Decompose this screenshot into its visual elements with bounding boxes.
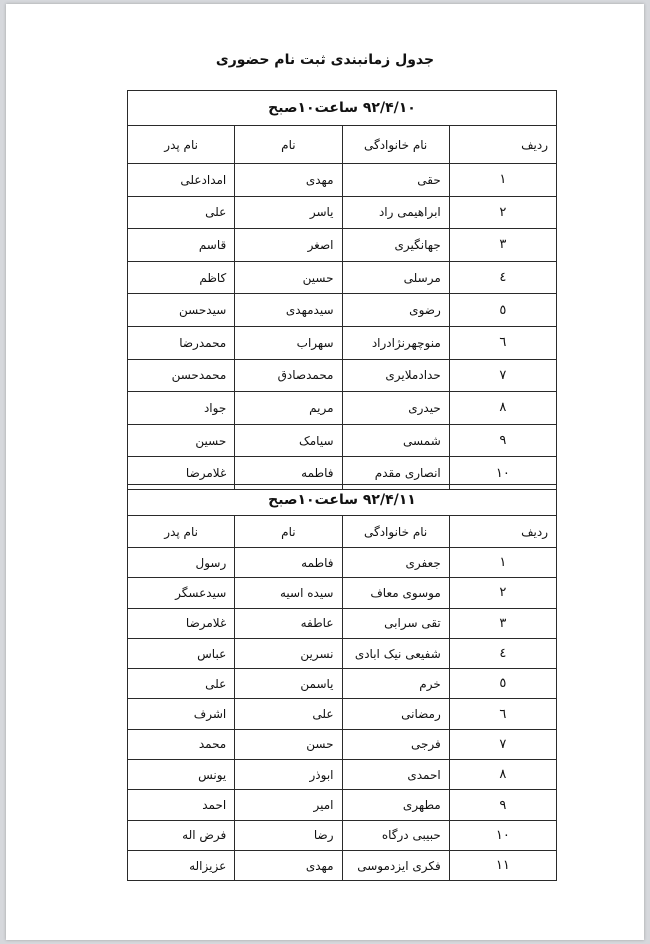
column-header-father: نام پدر: [128, 126, 235, 164]
cell-family-name: تقی سرابی: [342, 608, 449, 638]
cell-first-name: یاسمن: [235, 669, 342, 699]
table-row: [128, 261, 557, 294]
cell-index: ٤: [449, 261, 556, 294]
cell-family-name: شمسی: [342, 424, 449, 457]
cell-family-name: حقی: [342, 164, 449, 197]
cell-father-name: کاظم: [128, 261, 235, 294]
cell-family-name: حدادملایری: [342, 359, 449, 392]
cell-father-name: محمدرضا: [128, 326, 235, 359]
cell-index: ۷: [449, 729, 556, 759]
cell-father-name: علی: [128, 196, 235, 229]
cell-first-name: مهدی: [235, 850, 342, 880]
cell-first-name: رضا: [235, 820, 342, 850]
table-row: [128, 392, 557, 425]
cell-first-name: امیر: [235, 790, 342, 820]
table-row: [128, 638, 557, 668]
cell-index: ٦: [449, 699, 556, 729]
cell-index: ۳: [449, 229, 556, 262]
schedule-table-session-2: [127, 484, 557, 881]
cell-first-name: نسرین: [235, 638, 342, 668]
cell-family-name: فکری ایزدموسی: [342, 850, 449, 880]
cell-father-name: غلامرضا: [128, 608, 235, 638]
cell-father-name: فرض اله: [128, 820, 235, 850]
cell-family-name: خرم: [342, 669, 449, 699]
cell-index: ۹: [449, 790, 556, 820]
cell-family-name: ابراهیمی راد: [342, 196, 449, 229]
cell-family-name: رمضانی: [342, 699, 449, 729]
cell-father-name: غلامرضا: [128, 457, 235, 490]
cell-family-name: جعفری: [342, 548, 449, 578]
cell-father-name: عزیزاله: [128, 850, 235, 880]
cell-first-name: مریم: [235, 392, 342, 425]
table-row: [128, 424, 557, 457]
cell-father-name: سیدحسن: [128, 294, 235, 327]
table-row: [128, 326, 557, 359]
cell-family-name: حیدری: [342, 392, 449, 425]
cell-family-name: جهانگیری: [342, 229, 449, 262]
cell-father-name: حسین: [128, 424, 235, 457]
cell-father-name: اشرف: [128, 699, 235, 729]
cell-index: ٥: [449, 669, 556, 699]
cell-index: ۸: [449, 392, 556, 425]
cell-first-name: فاطمه: [235, 457, 342, 490]
cell-first-name: علی: [235, 699, 342, 729]
column-header-family: نام خانوادگی: [342, 516, 449, 548]
cell-index: ٦: [449, 326, 556, 359]
cell-first-name: سیدمهدی: [235, 294, 342, 327]
table-row: [128, 729, 557, 759]
table-row: [128, 164, 557, 197]
column-header-name: نام: [235, 516, 342, 548]
cell-father-name: احمد: [128, 790, 235, 820]
cell-index: ۷: [449, 359, 556, 392]
cell-family-name: انصاری مقدم: [342, 457, 449, 490]
cell-index: ۸: [449, 760, 556, 790]
cell-family-name: مطهری: [342, 790, 449, 820]
cell-family-name: موسوی معاف: [342, 578, 449, 608]
cell-index: ۳: [449, 608, 556, 638]
table-row: [128, 294, 557, 327]
cell-first-name: عاطفه: [235, 608, 342, 638]
table-row: [128, 850, 557, 880]
cell-father-name: رسول: [128, 548, 235, 578]
schedule-table-session-1: [127, 90, 557, 490]
document-title: جدول زمانبندی ثبت نام حضوری: [215, 52, 435, 68]
cell-index: ۱۰: [449, 457, 556, 490]
cell-father-name: یونس: [128, 760, 235, 790]
table-row: [128, 699, 557, 729]
cell-father-name: جواد: [128, 392, 235, 425]
table-row: [128, 760, 557, 790]
cell-index: ۱: [449, 164, 556, 197]
cell-index: ۹: [449, 424, 556, 457]
cell-first-name: حسین: [235, 261, 342, 294]
cell-first-name: ابوذر: [235, 760, 342, 790]
cell-father-name: محمد: [128, 729, 235, 759]
cell-father-name: عباس: [128, 638, 235, 668]
cell-family-name: احمدی: [342, 760, 449, 790]
cell-family-name: مرسلی: [342, 261, 449, 294]
cell-family-name: فرجی: [342, 729, 449, 759]
cell-first-name: محمدصادق: [235, 359, 342, 392]
cell-index: ۱: [449, 548, 556, 578]
table-row: [128, 229, 557, 262]
cell-first-name: سهراب: [235, 326, 342, 359]
cell-first-name: مهدی: [235, 164, 342, 197]
cell-family-name: منوچهرنژادراد: [342, 326, 449, 359]
table-header-row: [128, 516, 557, 548]
cell-first-name: سیامک: [235, 424, 342, 457]
table-row: [128, 608, 557, 638]
cell-index: ٤: [449, 638, 556, 668]
cell-father-name: امدادعلی: [128, 164, 235, 197]
cell-index: ۱۰: [449, 820, 556, 850]
cell-father-name: سیدعسگر: [128, 578, 235, 608]
session-heading: ۹۲/۴/۱۰ ساعت۱۰صبح: [128, 91, 557, 126]
cell-first-name: حسن: [235, 729, 342, 759]
column-header-name: نام: [235, 126, 342, 164]
cell-family-name: رضوی: [342, 294, 449, 327]
table-row: [128, 790, 557, 820]
cell-first-name: فاطمه: [235, 548, 342, 578]
table-row: [128, 196, 557, 229]
cell-family-name: شفیعی نیک ابادی: [342, 638, 449, 668]
cell-first-name: اصغر: [235, 229, 342, 262]
cell-first-name: یاسر: [235, 196, 342, 229]
cell-father-name: محمدحسن: [128, 359, 235, 392]
session-heading: ۹۲/۴/۱۱ ساعت۱۰صبح: [128, 485, 557, 516]
table-header-row: [128, 126, 557, 164]
column-header-family: نام خانوادگی: [342, 126, 449, 164]
cell-first-name: سیده اسیه: [235, 578, 342, 608]
table-row: [128, 548, 557, 578]
cell-index: ۱۱: [449, 850, 556, 880]
table-row: [128, 359, 557, 392]
cell-father-name: قاسم: [128, 229, 235, 262]
column-header-father: نام پدر: [128, 516, 235, 548]
table-row: [128, 669, 557, 699]
cell-index: ۲: [449, 196, 556, 229]
table-row: [128, 820, 557, 850]
cell-family-name: حبیبی درگاه: [342, 820, 449, 850]
column-header-index: ردیف: [449, 516, 556, 548]
cell-index: ۲: [449, 578, 556, 608]
table-row: [128, 578, 557, 608]
cell-index: ٥: [449, 294, 556, 327]
column-header-index: ردیف: [449, 126, 556, 164]
cell-father-name: علی: [128, 669, 235, 699]
